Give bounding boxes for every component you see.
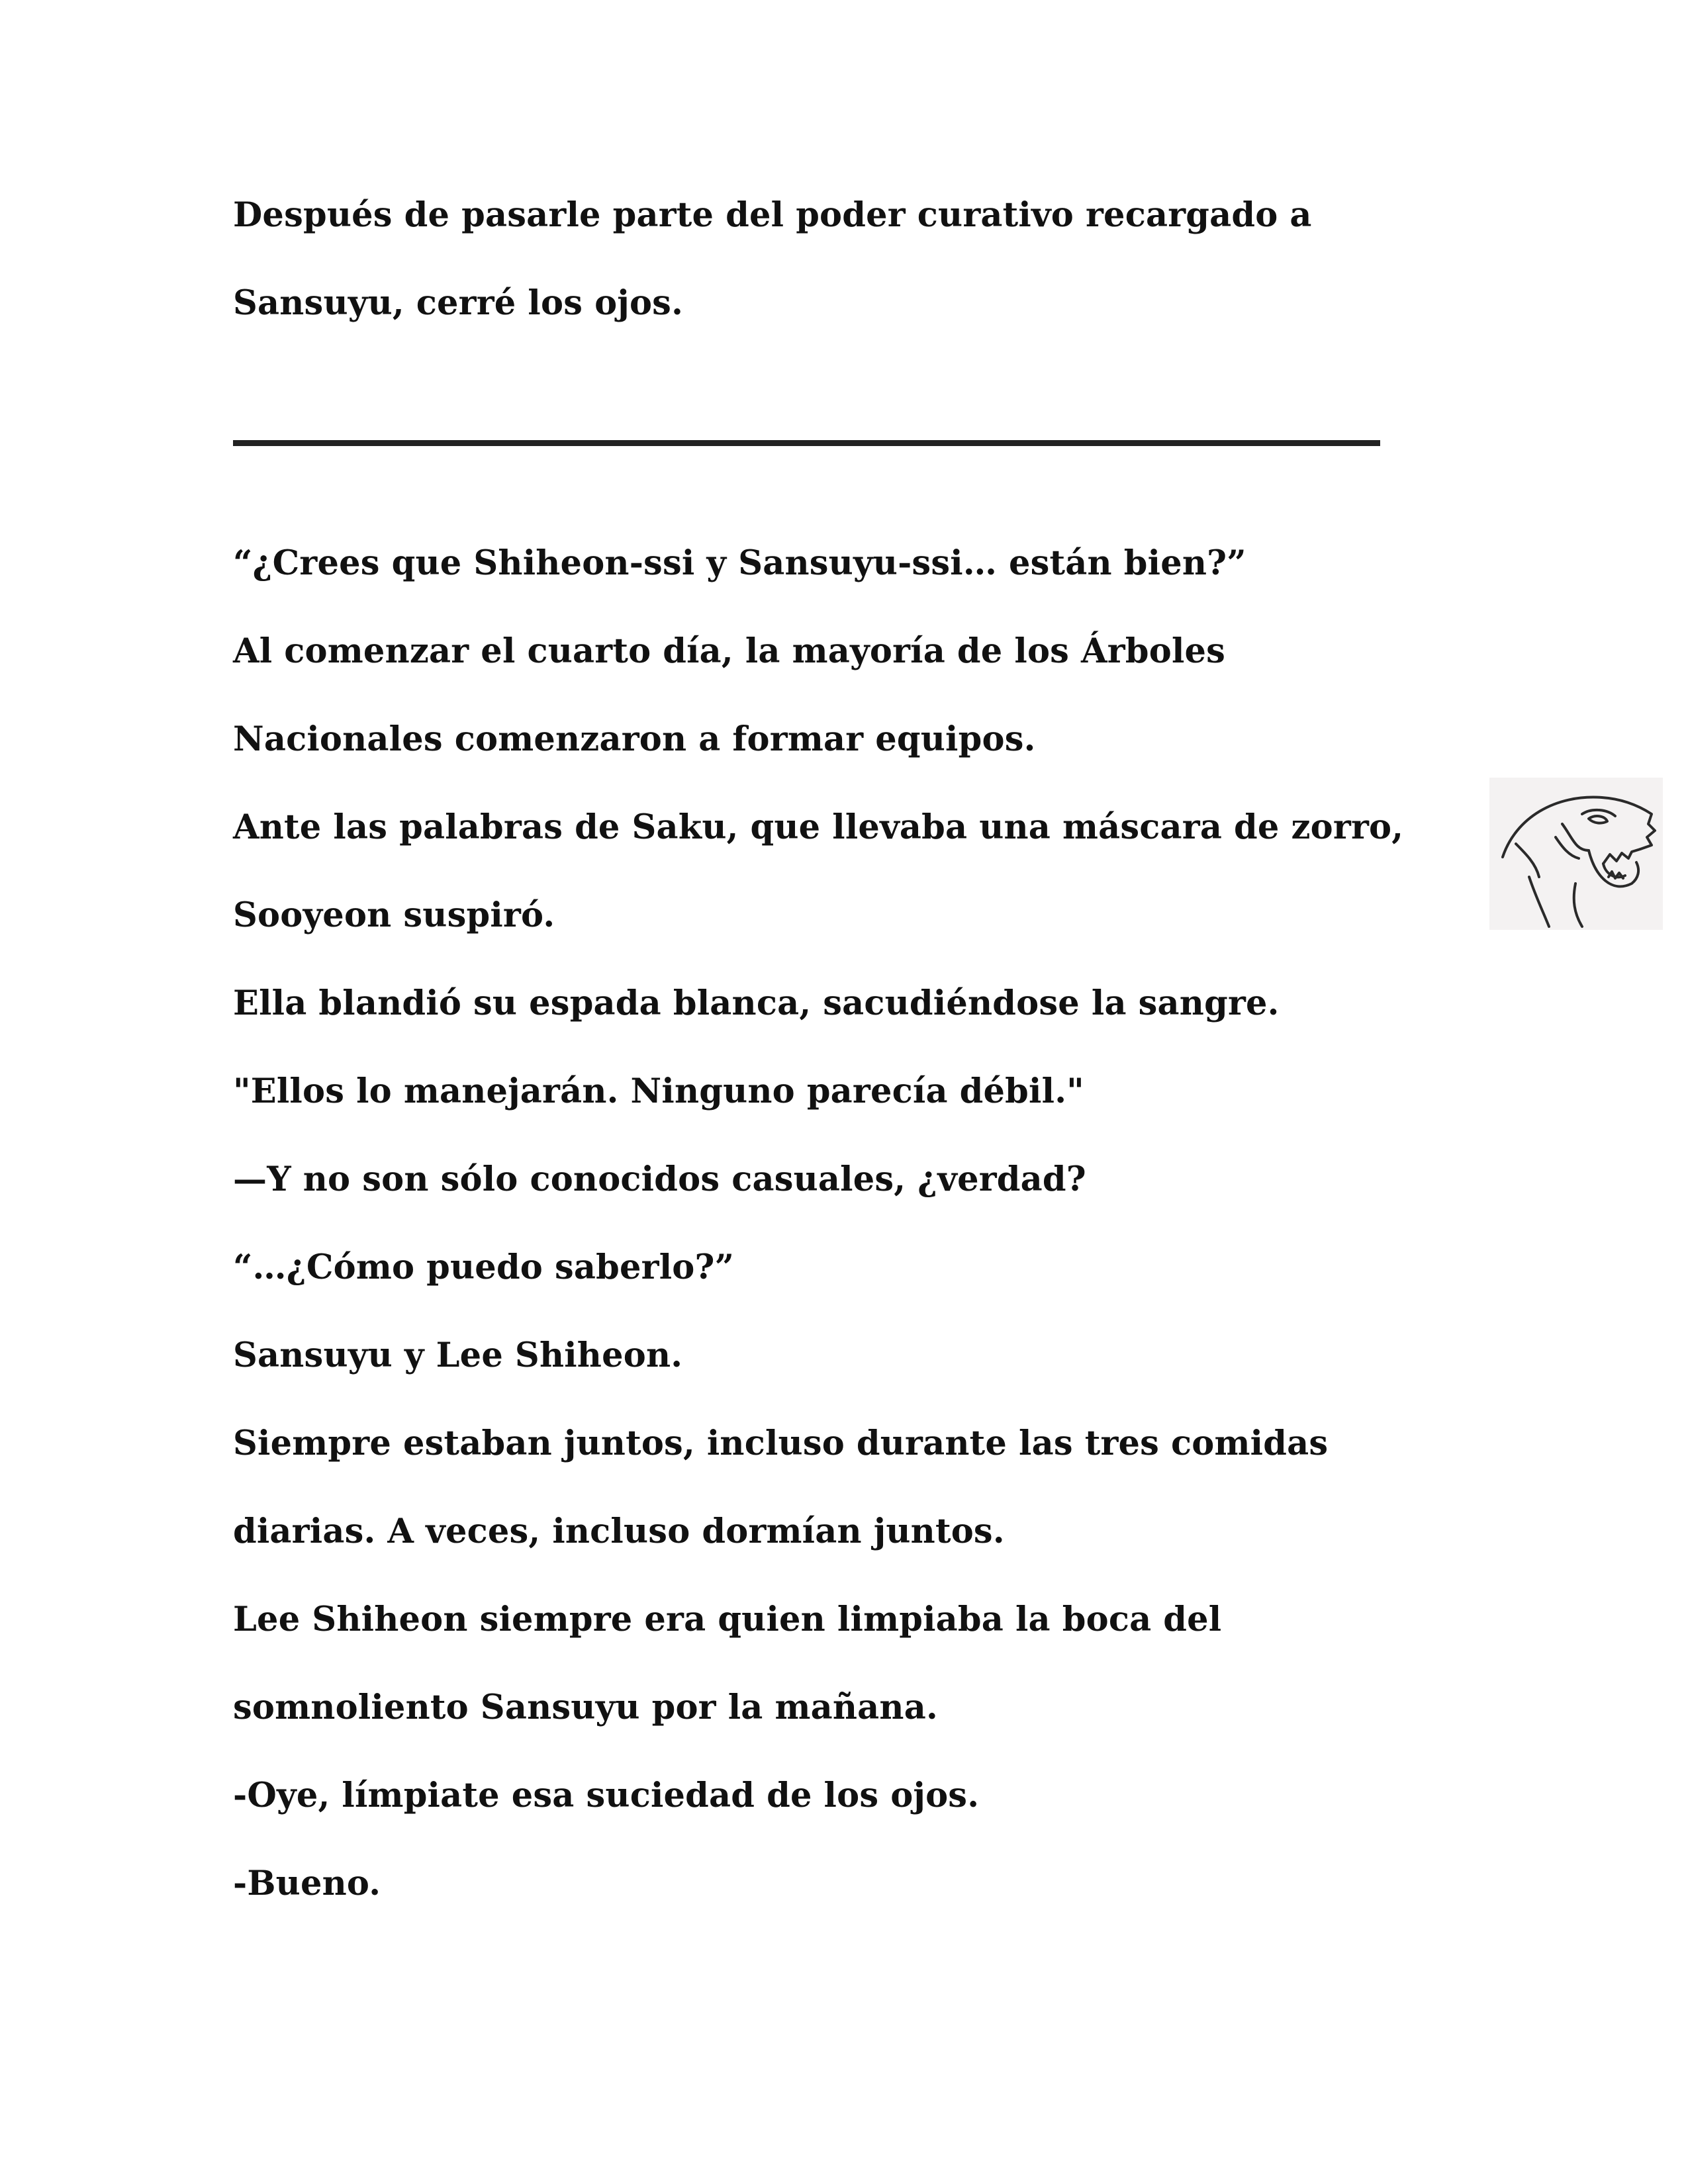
dinosaur-head-sketch-icon	[1489, 778, 1663, 930]
body-line-6: Ella blandió su espada blanca, sacudiéndose la sangre.	[233, 983, 1280, 1023]
body-line-13: Lee Shiheon siempre era quien limpiaba la boca del	[233, 1600, 1222, 1639]
intro-line-1: Después de pasarle parte del poder curativo recargado a	[233, 195, 1312, 235]
body-line-4: Ante las palabras de Saku, que llevaba una máscara de zorro,	[233, 807, 1404, 847]
body-line-2: Al comenzar el cuarto día, la mayoría de los Árboles	[233, 631, 1226, 671]
body-line-16: -Bueno.	[233, 1864, 381, 1903]
body-line-11: Siempre estaban juntos, incluso durante las tres comidas	[233, 1424, 1329, 1463]
body-line-8: —Y no son sólo conocidos casuales, ¿verdad?	[233, 1160, 1086, 1199]
body-line-12: diarias. A veces, incluso dormían juntos.	[233, 1512, 1005, 1551]
body-line-15: -Oye, límpiate esa suciedad de los ojos.	[233, 1776, 980, 1815]
intro-line-2: Sansuyu, cerré los ojos.	[233, 283, 684, 323]
body-line-5: Sooyeon suspiró.	[233, 895, 555, 935]
body-line-7: "Ellos lo manejarán. Ninguno parecía débil."	[233, 1071, 1084, 1111]
body-line-9: “…¿Cómo puedo saberlo?”	[233, 1248, 735, 1287]
body-line-10: Sansuyu y Lee Shiheon.	[233, 1336, 683, 1375]
body-line-3: Nacionales comenzaron a formar equipos.	[233, 719, 1036, 759]
body-line-1: “¿Crees que Shiheon-ssi y Sansuyu-ssi… están bien?”	[233, 543, 1246, 583]
section-divider	[233, 440, 1380, 446]
body-line-14: somnoliento Sansuyu por la mañana.	[233, 1688, 938, 1727]
